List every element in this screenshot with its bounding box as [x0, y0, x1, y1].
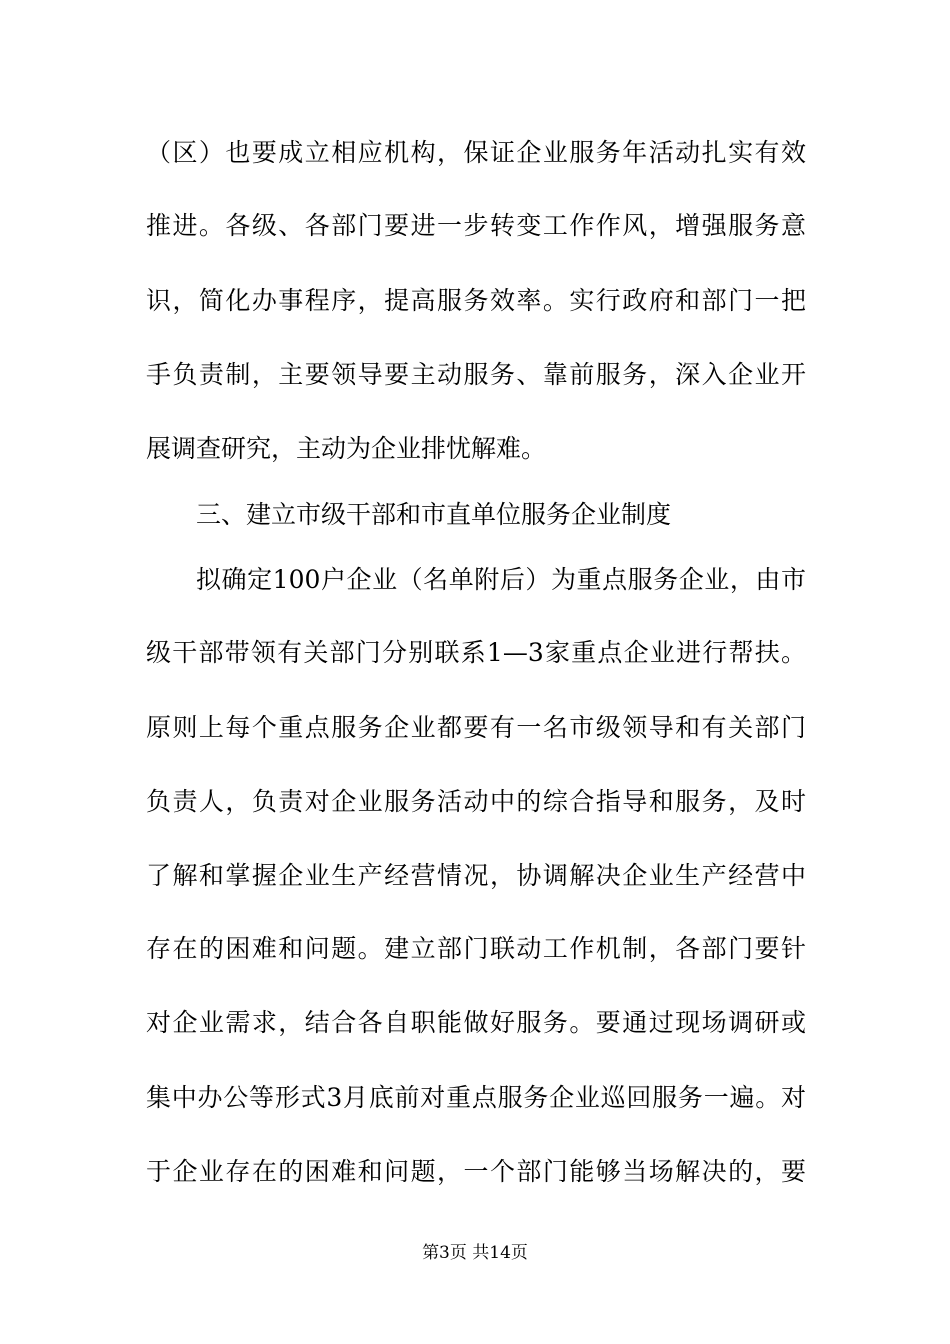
paragraph-2-line-7: 对企业需求，结合各自职能做好服务。要通过现场调研或: [146, 1008, 806, 1037]
paragraph-1-line-3: 识，简化办事程序，提高服务效率。实行政府和部门一把: [146, 286, 806, 315]
paragraph-1-line-4: 手负责制，主要领导要主动服务、靠前服务，深入企业开: [146, 360, 806, 389]
paragraph-1-line-2: 推进。各级、各部门要进一步转变工作作风，增强服务意: [146, 211, 806, 240]
section-heading: 三、建立市级干部和市直单位服务企业制度: [196, 500, 672, 529]
paragraph-2-line-4: 负责人，负责对企业服务活动中的综合指导和服务，及时: [146, 787, 806, 816]
paragraph-2-line-8: 集中办公等形式3月底前对重点服务企业巡回服务一遍。对: [146, 1083, 806, 1112]
paragraph-2-line-9: 于企业存在的困难和问题，一个部门能够当场解决的，要: [146, 1157, 806, 1186]
paragraph-2-line-2: 级干部带领有关部门分别联系1—3家重点企业进行帮扶。: [146, 638, 806, 667]
paragraph-2-line-6: 存在的困难和问题。建立部门联动工作机制，各部门要针: [146, 934, 806, 963]
paragraph-2-line-5: 了解和掌握企业生产经营情况，协调解决企业生产经营中: [146, 861, 806, 890]
paragraph-2-line-3: 原则上每个重点服务企业都要有一名市级领导和有关部门: [146, 713, 806, 742]
paragraph-1-line-1: （区）也要成立相应机构，保证企业服务年活动扎实有效: [146, 138, 806, 167]
paragraph-2-line-1: 拟确定100户企业（名单附后）为重点服务企业，由市: [196, 565, 806, 594]
page-number-footer: 第3页 共14页: [422, 1243, 528, 1263]
paragraph-1-line-5: 展调查研究，主动为企业排忧解难。: [146, 434, 547, 463]
